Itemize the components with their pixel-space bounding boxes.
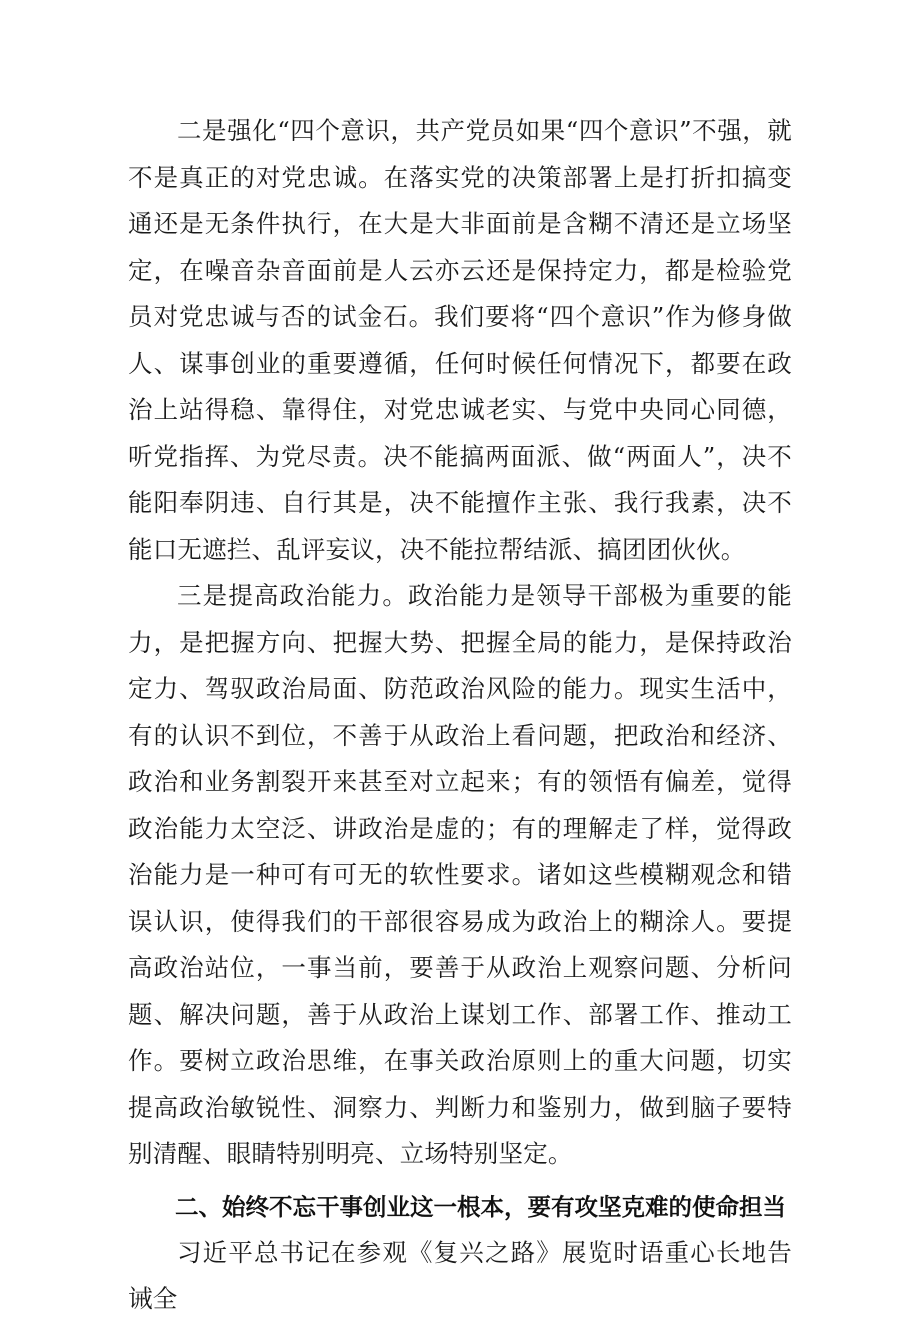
document-body — [128, 108, 792, 1323]
paragraph-political-ability: 三是提高政治能力。政治能力是领导干部极为重要的能力，是把握方向、把握大势、把握全局的能力，是保持政治定力、驾驭政治局面、防范政治风险的能力。现实生活中，有的认识不到位，不善于从政治上看问题，把政治和经济、政治和业务割裂开来甚至对立起来；有的领悟有偏差，觉得政治能力太空泛、讲政治是虚的；有的理解走了样，觉得政治能力是一种可有可无的软性要求。诸如这些模糊观念和错误认识，使得我们的干部很容易成为政治上的糊涂人。要提高政治站位，一事当前，要善于从政治上观察问题、分析问题、解决问题，善于从政治上谋划工作、部署工作、推动工作。要树立政治思维，在事关政治原则上的重大问题，切实提高政治敏锐性、洞察力、判断力和鉴别力，做到脑子要特别清醒、眼睛特别明亮、立场特别坚定。 — [128, 581, 792, 1168]
paragraph-four-consciousness: 二是强化“四个意识，共产党员如果“四个意识”不强，就不是真正的对党忠诚。在落实党的决策部署上是打折扣搞变通还是无条件执行，在大是大非面前是含糊不清还是立场坚定，在噪音杂音面前是人云亦云还是保持定力，都是检验党员对党忠诚与否的试金石。我们要将“四个意识”作为修身做人、谋事创业的重要遵循，任何时候任何情况下，都要在政治上站得稳、靠得住，对党忠诚老实、与党中央同心同德，听党指挥、为党尽责。决不能搞两面派、做“两面人”，决不能阳奉阴违、自行其是，决不能擅作主张、我行我素，决不能口无遮拦、乱评妄议，决不能拉帮结派、搞团团伙伙。 — [128, 116, 792, 564]
paragraph-xi-quote-start: 习近平总书记在参观《复兴之路》展览时语重心长地告诫全 — [128, 1237, 792, 1313]
section-heading: 二、始终不忘干事创业这一根本，要有攻坚克难的使命担当 — [175, 1192, 786, 1221]
